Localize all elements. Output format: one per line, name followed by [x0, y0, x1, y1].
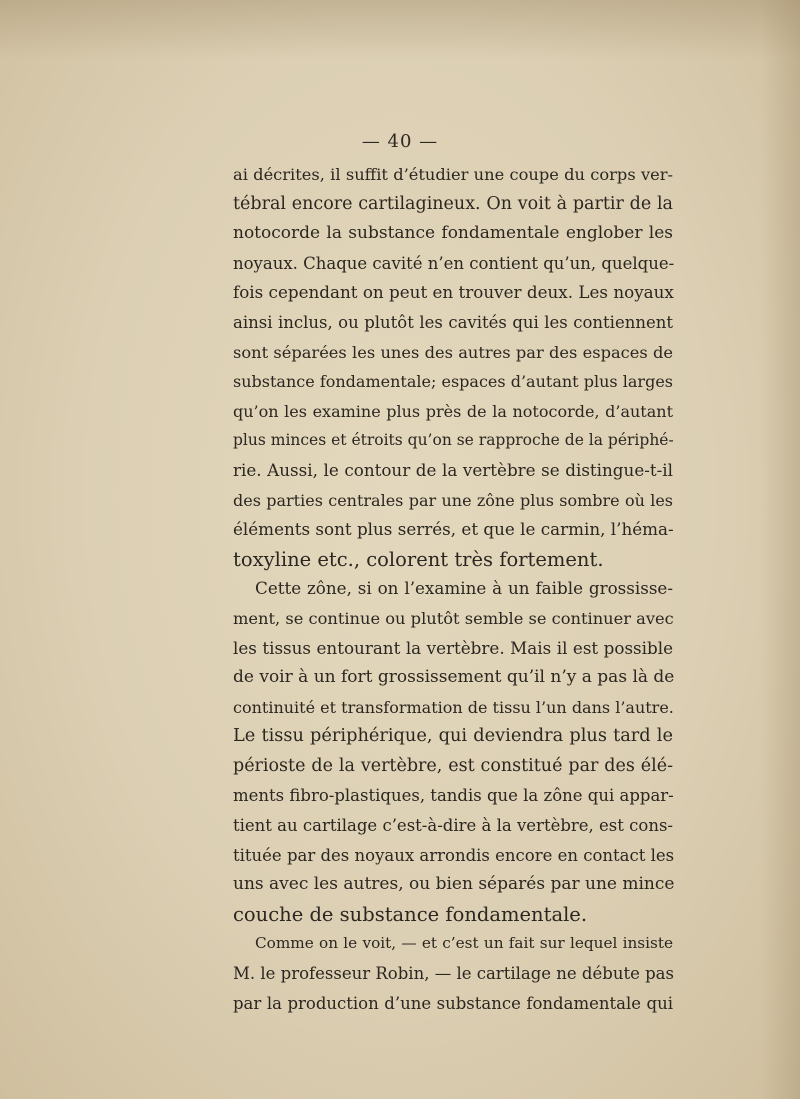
text-line: fois cependant on peut en trouver deux. Les noyaux: [233, 282, 674, 303]
text-line: périoste de la vertèbre, est constitué par des élé-: [233, 755, 673, 776]
page-number: — 40 —: [361, 131, 439, 152]
text-line: plus minces et étroits qu’on se rapproche de la périphé-: [233, 431, 674, 450]
page-edge-shadow-top: [0, 0, 800, 60]
text-line: tébral encore cartilagineux. On voit à partir de la: [233, 193, 673, 214]
body-text: [233, 160, 673, 1018]
text-line: ainsi inclus, ou plutôt les cavités qui les contiennent: [233, 312, 673, 332]
text-line: sont séparées les unes des autres par des espaces de: [233, 342, 673, 362]
text-line: Le tissu périphérique, qui deviendra plus tard le: [233, 726, 673, 747]
text-line: par la production d’une substance fondamentale qui: [233, 993, 673, 1013]
text-line: couche de substance fondamentale.: [233, 902, 588, 926]
text-line: rie. Aussi, le contour de la vertèbre se distingue-t-il: [233, 459, 673, 480]
text-line: ment, se continue ou plutôt semble se continuer avec: [233, 608, 674, 628]
text-line: continuité et transformation de tissu l’un dans l’autre.: [233, 697, 674, 717]
text-line: ments fibro-plastiques, tandis que la zône qui appar-: [233, 786, 674, 806]
text-line: ai décrites, il suffit d’étudier une coupe du corps ver-: [233, 165, 673, 184]
text-line: tituée par des noyaux arrondis encore en contact les: [233, 845, 675, 865]
text-line: Cette zône, si on l’examine à un faible grossisse-: [255, 578, 673, 599]
text-line: éléments sont plus serrés, et que le carmin, l’héma-: [233, 519, 674, 540]
text-line: uns avec les autres, ou bien séparés par une mince: [233, 874, 675, 895]
text-line: substance fondamentale; espaces d’autant plus larges: [233, 372, 673, 392]
text-line: M. le professeur Robin, — le cartilage ne débute pas: [233, 964, 674, 984]
text-line: noyaux. Chaque cavité n’en contient qu’un, quelque-: [233, 253, 675, 273]
text-line: des parties centrales par une zône plus sombre où les: [233, 490, 673, 510]
text-line: Comme on le voit, — et c’est un fait sur lequel insiste: [255, 934, 673, 953]
text-line: tient au cartilage c’est-à-dire à la vertèbre, est cons-: [233, 816, 673, 836]
text-line: de voir à un fort grossissement qu’il n’y a pas là de: [233, 667, 675, 688]
text-line: les tissus entourant la vertèbre. Mais il est possible: [233, 637, 673, 658]
text-line: qu’on les examine plus près de la notocorde, d’autant: [233, 401, 673, 421]
text-line: toxyline etc., colorent très fortement.: [233, 547, 604, 571]
text-line: notocorde la substance fondamentale englober les: [233, 223, 673, 244]
page-edge-shadow-right: [760, 0, 800, 1099]
